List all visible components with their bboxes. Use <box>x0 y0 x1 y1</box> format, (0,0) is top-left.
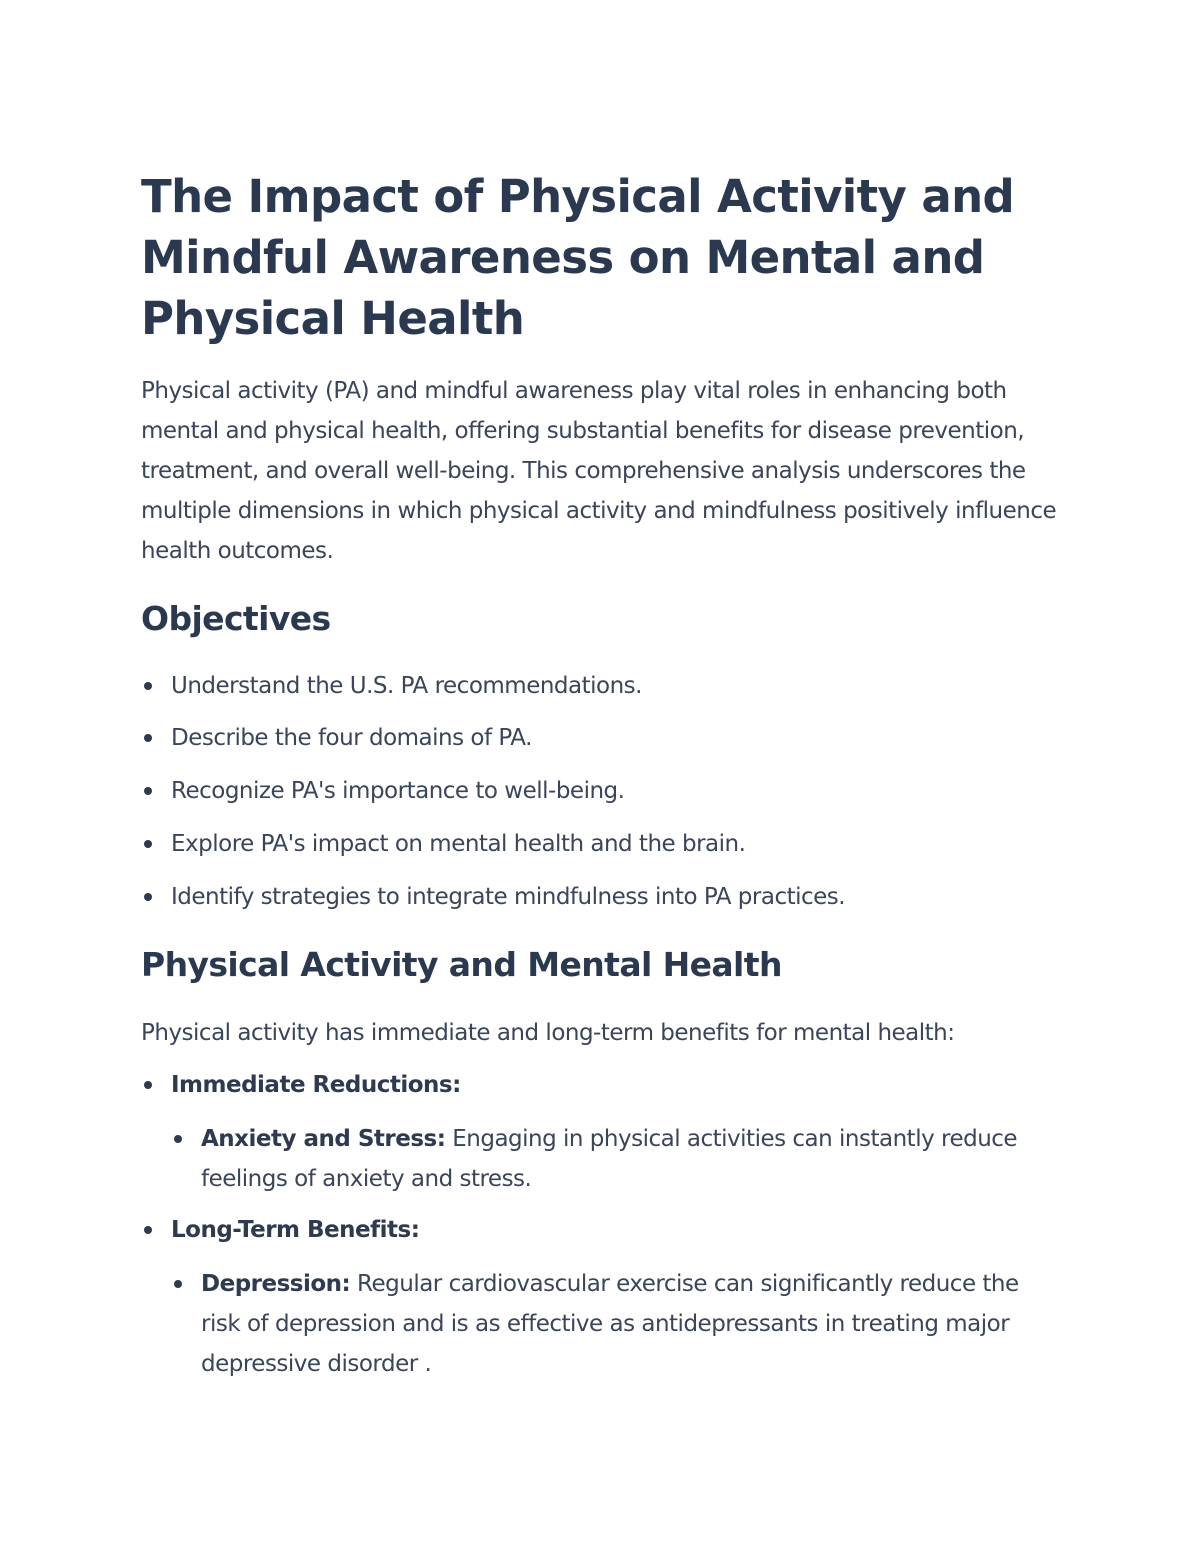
sub-item-term: Anxiety and Stress: <box>201 1126 446 1152</box>
sub-list-item <box>141 1264 1071 1384</box>
list-item-long-term <box>141 1210 1071 1250</box>
bullet-icon <box>144 893 152 901</box>
sub-item-text: Regular cardiovascular exercise can significantly reduce the risk of depression and is as effective as antidepressants in treating major depressive disorder . <box>201 1271 1019 1377</box>
pa-mental-health-heading: Physical Activity and Mental Health <box>141 945 782 984</box>
group-label: Immediate Reductions: <box>171 1072 461 1098</box>
list-item-text: Explore PA's impact on mental health and the brain. <box>171 831 746 857</box>
bullet-icon <box>144 787 152 795</box>
objectives-heading: Objectives <box>141 599 331 638</box>
sub-list-item <box>141 1119 1071 1199</box>
bullet-icon <box>144 682 152 690</box>
intro-paragraph: Physical activity (PA) and mindful awareness play vital roles in enhancing both mental and physical health, offering substantial benefits for disease prevention, treatment, and overall well-being. This comprehensive analysis underscores the multiple dimensions in which physical activity and mindfulness positively influence health outcomes. <box>141 378 1057 564</box>
sub-item-text: Engaging in physical activities can instantly reduce feelings of anxiety and stress. <box>201 1126 1018 1192</box>
list-item-text: Identify strategies to integrate mindfulness into PA practices. <box>171 884 846 910</box>
list-item <box>141 718 1071 758</box>
sub-item-term: Depression: <box>201 1271 351 1297</box>
document-title: The Impact of Physical Activity and Mindful Awareness on Mental and Physical Health <box>141 170 1015 345</box>
list-item <box>141 877 1071 917</box>
list-item-text: Describe the four domains of PA. <box>171 725 532 751</box>
pa-mental-health-intro: Physical activity has immediate and long-term benefits for mental health: <box>141 1020 955 1046</box>
list-item-immediate <box>141 1065 1071 1105</box>
group-label: Long-Term Benefits: <box>171 1217 420 1243</box>
bullet-icon <box>144 734 152 742</box>
bullet-icon <box>144 1226 152 1234</box>
bullet-icon <box>144 1081 152 1089</box>
bullet-icon <box>174 1280 182 1288</box>
bullet-icon <box>144 840 152 848</box>
list-item <box>141 666 1071 706</box>
list-item-text: Understand the U.S. PA recommendations. <box>171 673 642 699</box>
bullet-icon <box>174 1135 182 1143</box>
list-item-text: Recognize PA's importance to well-being. <box>171 778 625 804</box>
list-item <box>141 771 1071 811</box>
list-item <box>141 824 1071 864</box>
